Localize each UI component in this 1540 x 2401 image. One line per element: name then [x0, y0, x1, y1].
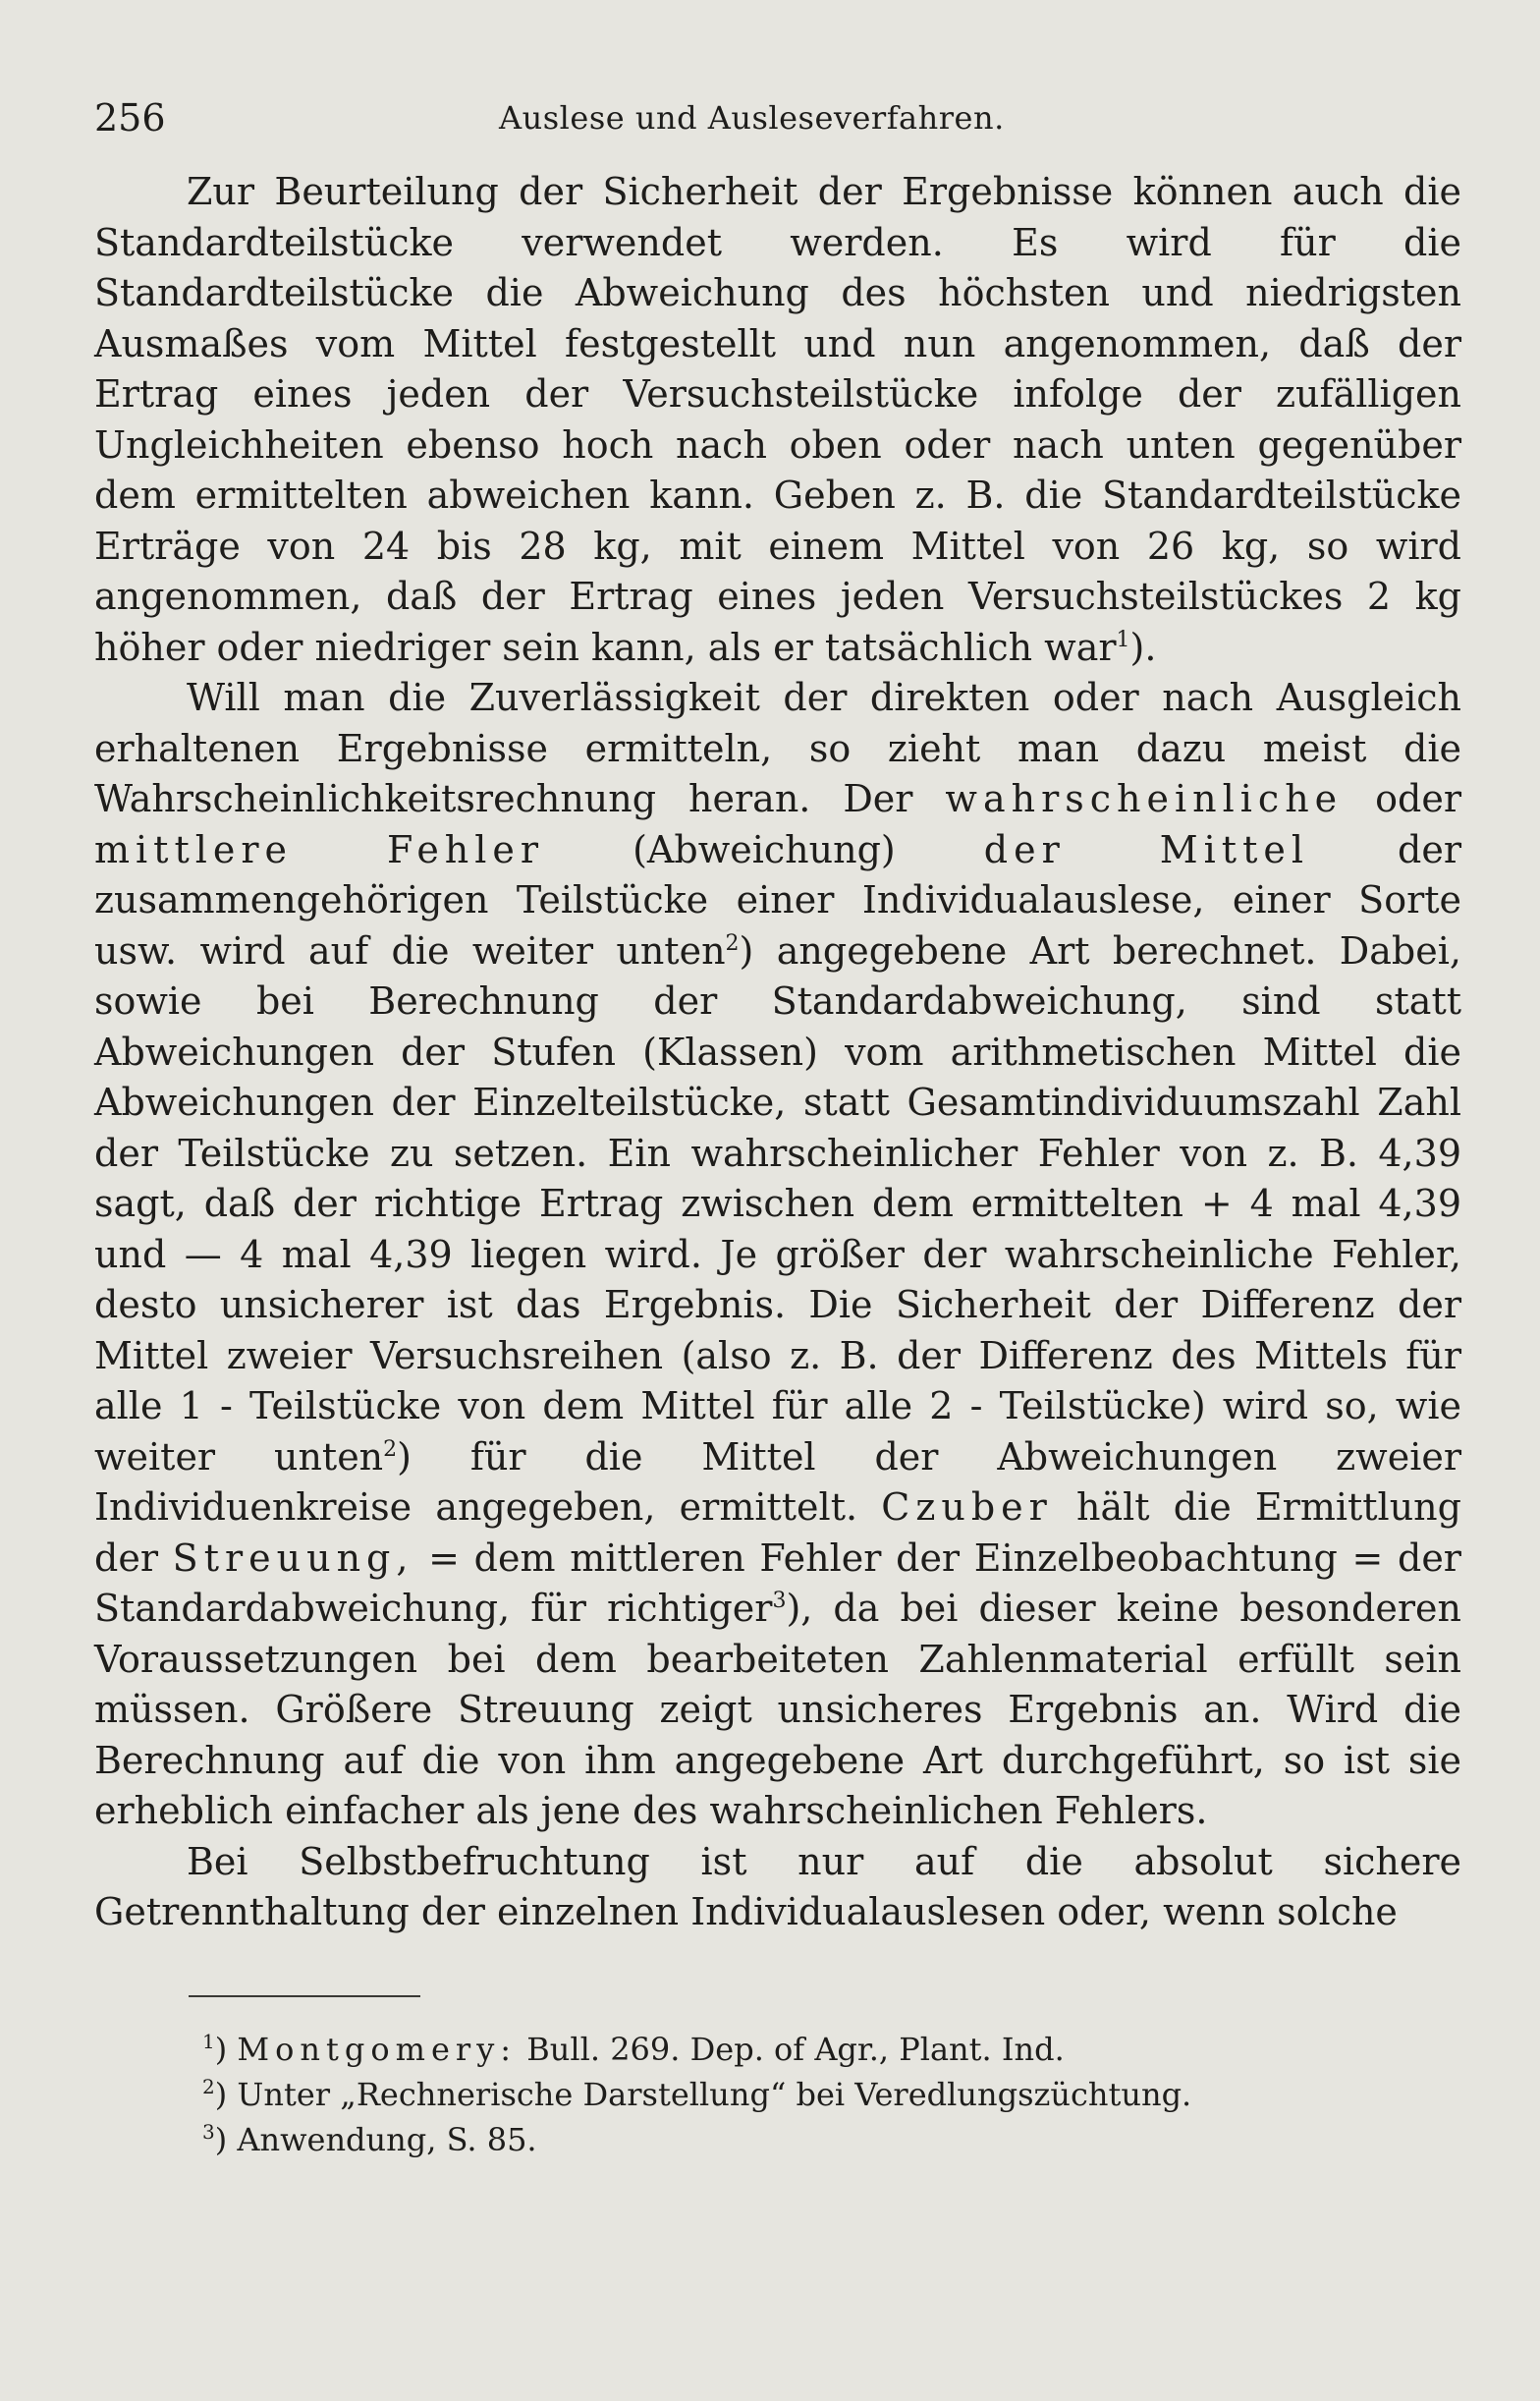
footnote-author: Montgomery: — [237, 2030, 518, 2068]
footnote-text: Bull. 269. Dep. of Agr., Plant. Ind. — [526, 2030, 1065, 2068]
paragraph: Bei Selbstbefruchtung ist nur auf die absolut sichere Getrennthaltung der einzelnen Individualauslesen oder, wenn solche — [94, 1839, 1461, 1933]
footnote-ref[interactable]: 2 — [725, 930, 740, 956]
footnote: $^2$) Unter „Rechnerische Darstellung“ bei Veredlungszüchtung. — [202, 2074, 1192, 2113]
footnote: $^3$) Anwendung, S. 85. — [202, 2119, 537, 2158]
spaced-term: Streuung, — [172, 1536, 414, 1580]
spaced-term: wahrscheinliche — [945, 777, 1344, 820]
footnote-mark: 3 — [202, 2119, 215, 2144]
footnote-ref[interactable]: 3 — [772, 1589, 787, 1613]
footnote-ref[interactable]: 2 — [383, 1436, 398, 1462]
footnote-text: Anwendung, S. 85. — [237, 2120, 537, 2158]
footnote-mark: 2 — [202, 2074, 215, 2098]
footnote-mark: 1 — [202, 2029, 215, 2053]
body-text — [94, 167, 1461, 1938]
paragraph: Will man die Zuverlässigkeit der direkten oder nach Ausgleich erhaltenen Ergebnisse ermitteln, so zieht man dazu meist die Wahrscheinlichkeitsrechnung heran. Der wahrscheinliche oder mittlere Fehler (Abweichung) der Mittel der zusammengehörigen Teilstücke einer Individualauslese, einer Sorte usw. wird auf die weiter unten$^2$) angegebene Art berechnet. Dabei, sowie bei Berechnung der Standardabweichung, sind statt Abweichungen der Stufen (Klassen) vom arithmetischen Mittel die Abweichungen der Einzelteilstücke, statt Gesamtindividuumszahl Zahl der Teilstücke zu setzen. Ein wahrscheinlicher Fehler von z. B. 4,39 sagt, daß der richtige Ertrag zwischen dem ermittelten + 4 mal 4,39 und — 4 mal 4,39 liegen wird. Je größer der wahrscheinliche Fehler, desto unsicherer ist das Ergebnis. Die Sicherheit der Differenz der Mittel zweier Versuchsreihen (also z. B. der Differenz des Mittels für alle 1 - Teilstücke von dem Mittel für alle 2 - Teilstücke) wird so, wie weiter unten$^2$) für die Mittel der Abweichungen zweier Individuenkreise angegeben, ermittelt. Czuber hält die Ermittlung der Streuung, = dem mittleren Fehler der Einzelbeobachtung = der Standardabweichung, für richtiger$^3$), da bei dieser keine besonderen Voraussetzungen bei dem bearbeiteten Zahlenmaterial erfüllt sein müssen. Größere Streuung zeigt unsicheres Ergebnis an. Wird die Berechnung auf die von ihm angegebene Art durchgeführt, so ist sie erheblich einfacher als jene des wahrscheinlichen Fehlers. — [94, 676, 1461, 1832]
footnote-text: Unter „Rechnerische Darstellung“ bei Veredlungszüchtung. — [237, 2075, 1192, 2113]
spaced-term: mittlere Fehler — [94, 827, 545, 871]
paragraph: Zur Beurteilung der Sicherheit der Ergebnisse können auch die Standardteilstücke verwendet werden. Es wird für die Standardteilstücke die Abweichung des höchsten und niedrigsten Ausmaßes vom Mittel festgestellt und nun angenommen, daß der Ertrag eines jeden der Versuchsteilstücke infolge der zufälligen Ungleichheiten ebenso hoch nach oben oder nach unten gegenüber dem ermittelten abweichen kann. Geben z. B. die Standardteilstücke Erträge von 24 bis 28 kg, mit einem Mittel von 26 kg, so wird angenommen, daß der Ertrag eines jeden Versuchsteilstückes 2 kg höher oder niedriger sein kann, als er tatsächlich war$^1$). — [94, 170, 1461, 669]
page-header — [94, 94, 1481, 141]
footnotes — [202, 2027, 1481, 2162]
spaced-term: Czuber — [881, 1485, 1053, 1529]
footnote: $^1$) Montgomery: Bull. 269. Dep. of Agr., Plant. Ind. — [202, 2029, 1065, 2068]
spaced-term: der Mittel — [983, 827, 1309, 871]
footnote-ref[interactable]: 1 — [1116, 627, 1130, 652]
footnote-divider — [189, 1995, 420, 1997]
running-title: Auslese und Ausleseverfahren. — [499, 99, 1005, 137]
page-number: 256 — [94, 96, 166, 140]
